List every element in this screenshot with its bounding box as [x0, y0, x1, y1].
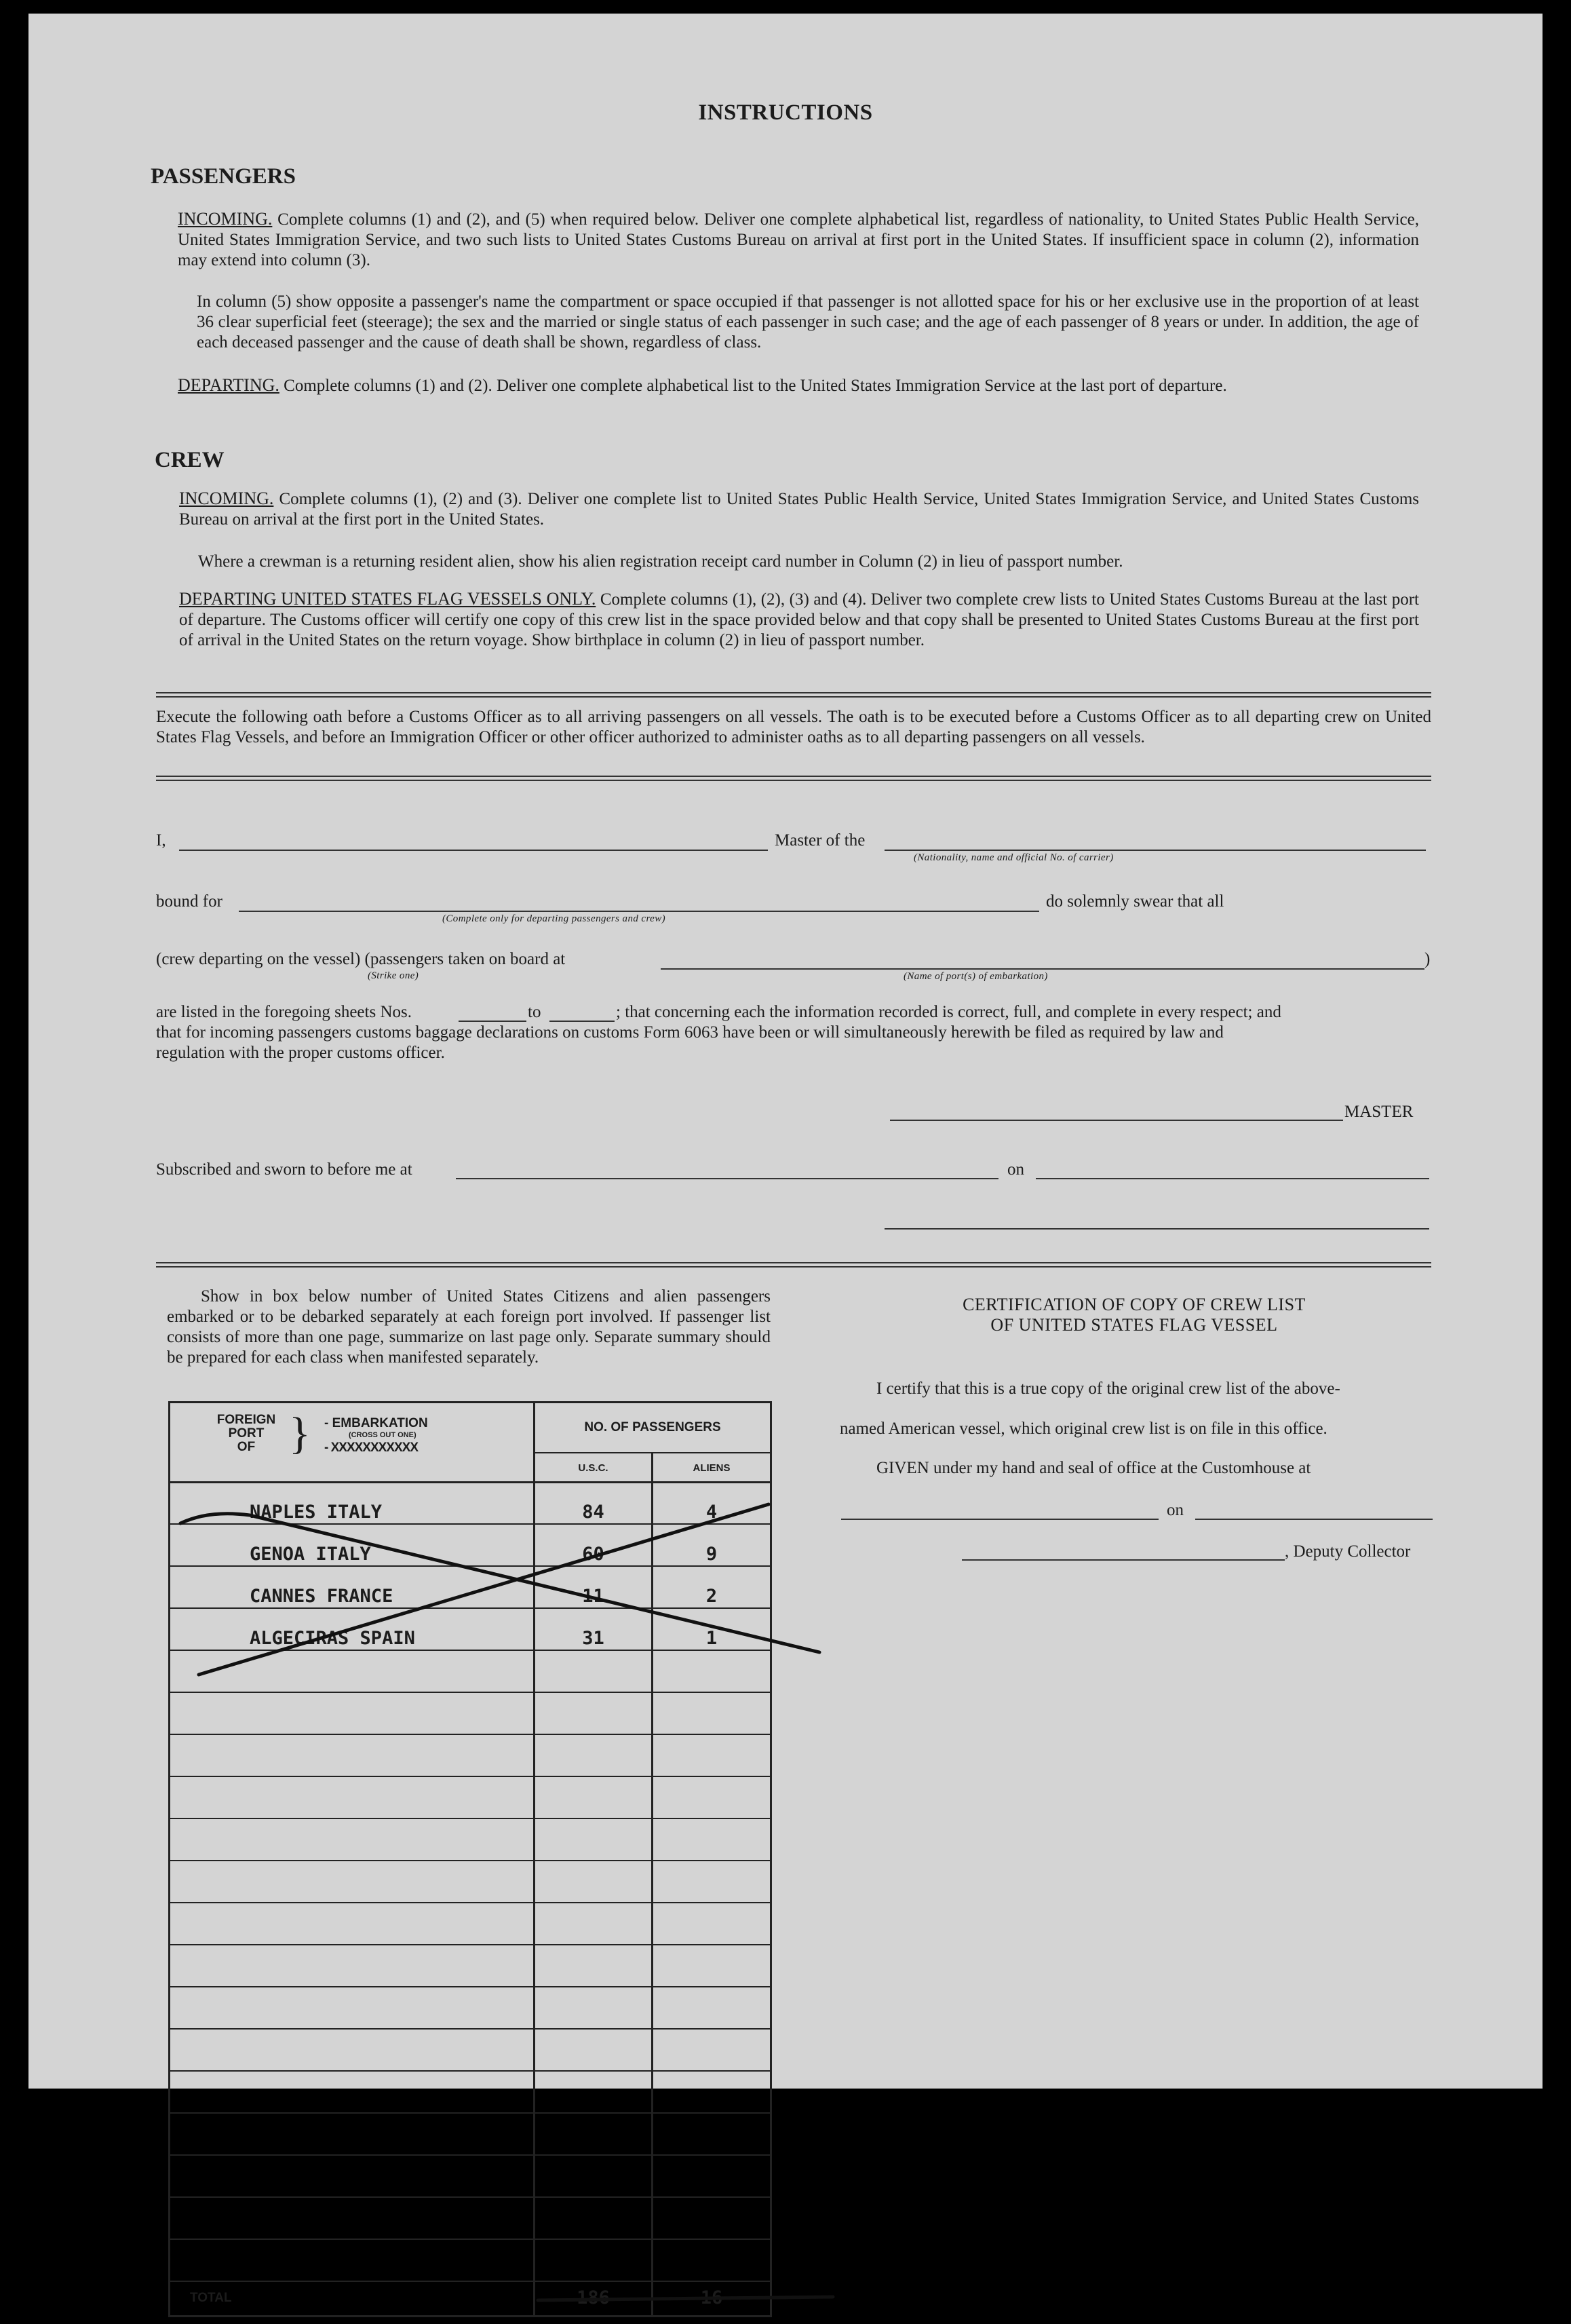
total-aliens: 16 — [700, 2287, 723, 2308]
passenger-summary-table — [168, 1401, 772, 2317]
total-usc: 186 — [577, 2287, 610, 2308]
crew-departing-line: (crew departing on the vessel) (passengers taken on board at — [156, 950, 566, 968]
passengers-heading: PASSENGERS — [151, 164, 296, 189]
certification-title-2: OF UNITED STATES FLAG VESSEL — [990, 1315, 1278, 1335]
master-of-the-label: Master of the — [775, 831, 866, 850]
certification-on-label: on — [1167, 1501, 1184, 1519]
subscribed-label: Subscribed and sworn to before me at — [156, 1160, 412, 1179]
bracket-glyph: } — [289, 1409, 311, 1458]
page-title: INSTRUCTIONS — [698, 100, 873, 125]
column5-paragraph: In column (5) show opposite a passenger's name the compartment or space occupied if that passenger is not allotted space for his or her exclusive use in the proportion of at least 36 clear superficial feet (steerage); the sex and the married or single status of each passenger in such case; and the age of each passenger of 8 years or under. In addition, the age of each deceased passenger and the cause of death shall be shown, regardless of class. — [197, 292, 1419, 351]
certification-title-1: CERTIFICATION OF COPY OF CREW LIST — [963, 1295, 1306, 1314]
oath-intro: Execute the following oath before a Customs Officer as to all arriving passengers on all vessels. The oath is to be executed before a Customs Officer as to all departing crew on United States Flag Vessels, and before an Immigration Officer or other officer authorized to administer oaths as to all departing passengers on all vessels. — [156, 708, 1431, 746]
sheet-from-field[interactable] — [459, 1021, 526, 1022]
deputy-collector-signature[interactable] — [962, 1559, 1285, 1561]
master-name-field[interactable] — [179, 850, 768, 851]
on-label: on — [1007, 1160, 1024, 1179]
table-row-port: NAPLES ITALY — [250, 1502, 383, 1523]
certification-date-field[interactable] — [1195, 1519, 1433, 1520]
passengers-incoming-paragraph — [178, 209, 1419, 271]
table-row-usc: 11 — [582, 1586, 604, 1607]
aliens-header: ALIENS — [693, 1462, 731, 1474]
carrier-field[interactable] — [885, 850, 1426, 851]
deputy-collector-label: , Deputy Collector — [1285, 1542, 1411, 1561]
bound-caption: (Complete only for departing passengers and crew) — [442, 913, 666, 924]
crew-heading: CREW — [155, 448, 225, 472]
strike-caption: (Strike one) — [368, 970, 419, 981]
sworn-date-field[interactable] — [1036, 1178, 1429, 1179]
total-label: TOTAL — [190, 2291, 232, 2305]
crew-incoming-label: INCOMING. — [179, 489, 274, 508]
embarkation-ports-field[interactable] — [661, 968, 1424, 970]
master-label: MASTER — [1344, 1103, 1414, 1121]
table-row-port: GENOA ITALY — [250, 1544, 371, 1565]
crew-departing-text: Complete columns (1), (2), (3) and (4). Deliver two complete crew lists to United States Customs Bureau at the last port of departure. The Customs officer will certify one copy of this crew list in the space provided below and that copy shall be presented to United States Customs Bureau at the first port of arrival in the United States on the return voyage. Show birthplace in column (2) in lieu of passport number. — [179, 590, 1420, 649]
officer-signature-field[interactable] — [885, 1228, 1429, 1230]
passengers-departing-paragraph — [178, 375, 1419, 396]
crew-departing-paragraph — [179, 589, 1419, 651]
oath-line-3: regulation with the proper customs officer. — [156, 1044, 445, 1062]
carrier-caption: (Nationality, name and official No. of carrier) — [914, 852, 1114, 863]
divider — [156, 1262, 1431, 1268]
no-of-passengers-header: NO. OF PASSENGERS — [584, 1420, 721, 1434]
usc-header: U.S.C. — [578, 1462, 608, 1474]
table-row-port: CANNES FRANCE — [250, 1586, 393, 1607]
table-row-port: ALGECIRAS SPAIN — [250, 1628, 415, 1649]
divider — [156, 776, 1431, 781]
strike-through-marks — [168, 1401, 847, 2324]
table-row-aliens: 4 — [705, 1502, 718, 1523]
oath-line-2: that for incoming passengers customs baggage declarations on customs Form 6063 have been or will simultaneously herewith be filed as required by law and — [156, 1023, 1224, 1042]
summary-instructions: Show in box below number of United States Citizens and alien passengers embarked or to be debarked separately at each foreign port involved. If passenger list consists of more than one page, summarize on last page only. Separate summary should be prepared for each class when manifested separately. — [167, 1287, 771, 1367]
passengers-departing-label: DEPARTING. — [178, 375, 279, 395]
passengers-departing-text: Complete columns (1) and (2). Deliver one complete alphabetical list to the United States Immigration Service at the last port of departure. — [284, 377, 1227, 395]
table-row-aliens: 1 — [705, 1628, 718, 1649]
sheet-to-field[interactable] — [549, 1021, 615, 1022]
oath-i-label: I, — [156, 831, 166, 850]
certification-line-2: named American vessel, which original crew list is on file in this office. — [840, 1420, 1327, 1438]
close-paren: ) — [1424, 950, 1431, 968]
bound-for-label: bound for — [156, 892, 222, 911]
table-row-usc: 60 — [582, 1544, 604, 1565]
crew-incoming-paragraph — [179, 489, 1419, 530]
ports-caption: (Name of port(s) of embarkation) — [904, 971, 1048, 982]
crew-incoming-text: Complete columns (1), (2) and (3). Deliver one complete list to United States Public Health Service, United States Immigration Service, and United States Customs Bureau on arrival at the first port in the United States. — [179, 490, 1419, 529]
table-row-usc: 84 — [582, 1502, 604, 1523]
divider — [156, 692, 1431, 698]
passengers-incoming-text: Complete columns (1) and (2), and (5) when required below. Deliver one complete alphabetical list, regardless of nationality, to United States Public Health Service, United States Immigration Service, and two such lists to United States Customs Bureau on arrival at first port in the United States. If insufficient space in column (2), information may extend into column (3). — [178, 210, 1420, 269]
crew-departing-label: DEPARTING UNITED STATES FLAG VESSELS ONLY. — [179, 589, 596, 609]
sworn-place-field[interactable] — [456, 1178, 998, 1179]
bound-for-field[interactable] — [239, 911, 1039, 912]
master-signature-field[interactable] — [890, 1120, 1343, 1121]
swear-label: do solemnly swear that all — [1046, 892, 1224, 911]
embarkation-label: - EMBARKATION — [324, 1416, 428, 1430]
to-label: to — [528, 1003, 541, 1021]
debarkation-struck: - XXXXXXXXXXX — [324, 1441, 419, 1455]
certification-line-3: GIVEN under my hand and seal of office at the Customhouse at — [876, 1459, 1311, 1477]
table-row-aliens: 2 — [705, 1586, 718, 1607]
passengers-incoming-label: INCOMING. — [178, 209, 273, 229]
foreign-port-of-label: FOREIGN PORT OF — [216, 1413, 276, 1454]
crew-resident-paragraph: Where a crewman is a returning resident alien, show his alien registration receipt card number in Column (2) in lieu of passport number. — [198, 552, 1123, 571]
cross-out-caption: (CROSS OUT ONE) — [349, 1431, 416, 1439]
certification-line-1: I certify that this is a true copy of the original crew list of the above- — [876, 1379, 1340, 1398]
document-page — [28, 14, 1543, 2308]
listed-rest: ; that concerning each the information recorded is correct, full, and complete in every respect; and — [616, 1003, 1281, 1021]
table-row-usc: 31 — [582, 1628, 604, 1649]
customhouse-field[interactable] — [841, 1519, 1159, 1520]
listed-text: are listed in the foregoing sheets Nos. — [156, 1003, 412, 1021]
table-row-aliens: 9 — [705, 1544, 718, 1565]
